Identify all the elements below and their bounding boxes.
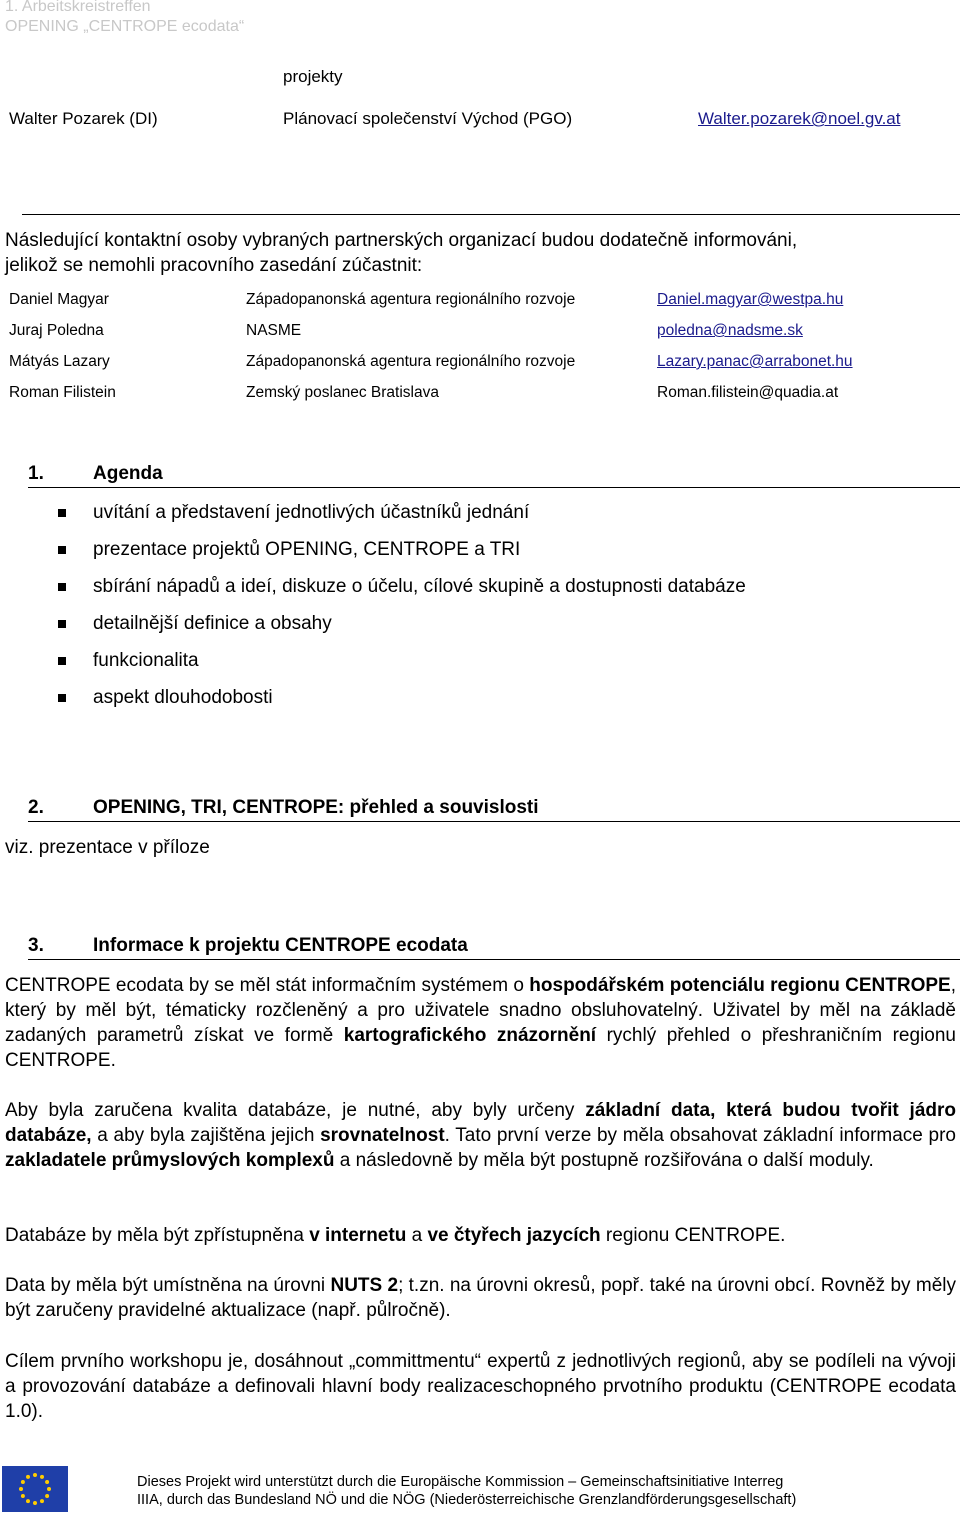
bullet-icon — [58, 657, 66, 665]
contact-row-org: Západopanonská agentura regionálního rozvoje — [246, 353, 576, 370]
section-3-number: 3. — [28, 935, 44, 956]
section-2-rule — [28, 821, 960, 822]
divider — [22, 214, 960, 215]
contact-row-org: Zemský poslanec Bratislava — [246, 384, 439, 401]
agenda-item: sbírání nápadů a ideí, diskuze o účelu, cílové skupině a dostupnosti databáze — [93, 576, 746, 597]
section-3-rule — [28, 959, 960, 960]
contact-row-email-link[interactable]: Lazary.panac@arrabonet.hu — [657, 353, 853, 370]
bullet-icon — [58, 583, 66, 591]
paragraph-3: Databáze by měla být zpřístupněna v internetu a ve čtyřech jazycích regionu CENTROPE. — [5, 1225, 786, 1246]
contact-row-org: Západopanonská agentura regionálního rozvoje — [246, 291, 576, 308]
section-2-title: OPENING, TRI, CENTROPE: přehled a souvislosti — [93, 797, 539, 818]
intro-line-2: jelikož se nemohli pracovního zasedání zúčastnit: — [5, 255, 423, 276]
eu-flag-icon — [2, 1466, 68, 1512]
contact-name: Walter Pozarek (DI) — [9, 109, 158, 128]
section-1-title: Agenda — [93, 463, 163, 484]
contact-row-name: Daniel Magyar — [9, 291, 109, 308]
header-title: 1. Arbeitskreistreffen — [5, 0, 151, 15]
contact-row-email-link[interactable]: poledna@nadsme.sk — [657, 322, 803, 339]
section-2-note: viz. prezentace v příloze — [5, 837, 210, 858]
paragraph-2: Aby byla zaručena kvalita databáze, je nutné, aby byly určeny základní data, která budou tvořit jádro databáze, a aby byla zajištěna jejich srovnatelnost. Tato první verze by měla obsahovat základní informace pro zakladatele průmyslových komplexů a následovně by měla být postupně rozšiřována o další moduly. — [5, 1100, 957, 1171]
agenda-item: detailnější definice a obsahy — [93, 613, 332, 634]
paragraph-1: CENTROPE ecodata by se měl stát informačním systémem o hospodářském potenciálu regionu CENTROPE, který by měl být, tématicky rozčleněný a pro uživatele snadno obsluhovatelný. Uživatel by měl na základě zadaných parametrů získat ve formě kartografického znázornění rychlý přehled o přeshraničním regionu CENTROPE. — [5, 975, 956, 1071]
bullet-icon — [58, 546, 66, 554]
contact-row-org: NASME — [246, 322, 302, 339]
paragraph-4: Data by měla být umístněna na úrovni NUTS 2; t.zn. na úrovni okresů, popř. také na úrovni obcí. Rovněž by měly být zaručeny pravidelné aktualizace (např. půlročně). — [5, 1275, 956, 1321]
contact-row-email: Roman.filistein@quadia.at — [657, 384, 839, 401]
section-1-rule — [28, 487, 960, 488]
agenda-item: aspekt dlouhodobosti — [93, 687, 273, 708]
contact-org: Plánovací společenství Východ (PGO) — [283, 109, 573, 128]
contact-row-name: Juraj Poledna — [9, 322, 104, 339]
agenda-item: funkcionalita — [93, 650, 199, 671]
agenda-item: prezentace projektů OPENING, CENTROPE a TRI — [93, 539, 521, 560]
contact-row-name: Mátyás Lazary — [9, 353, 110, 370]
footer-line-2: IIIA, durch das Bundesland NÖ und die NÖG (Niederösterreichische Grenzlandförderungsgesellschaft) — [137, 1492, 797, 1508]
contact-email-link[interactable]: Walter.pozarek@noel.gv.at — [698, 109, 901, 128]
contact-row-email-link[interactable]: Daniel.magyar@westpa.hu — [657, 291, 844, 308]
contact-row-name: Roman Filistein — [9, 384, 116, 401]
paragraph-5: Cílem prvního workshopu je, dosáhnout „committmentu“ expertů z jednotlivých regionů, aby se podíleli na vývoji a provozování databáze a definovali hlavní body realizaceschopného prvotního produktu (CENTROPE ecodata 1.0). — [5, 1351, 956, 1422]
footer-line-1: Dieses Projekt wird unterstützt durch die Europäische Kommission – Gemeinschaftsinitiative Interreg — [137, 1474, 784, 1490]
bullet-icon — [58, 509, 66, 517]
projects-label: projekty — [283, 67, 343, 86]
agenda-item: uvítání a představení jednotlivých účastníků jednání — [93, 502, 530, 523]
section-1-number: 1. — [28, 463, 44, 484]
section-2-number: 2. — [28, 797, 44, 818]
bullet-icon — [58, 620, 66, 628]
intro-line-1: Následující kontaktní osoby vybraných partnerských organizací budou dodatečně informováni, — [5, 230, 798, 251]
bullet-icon — [58, 694, 66, 702]
header-subtitle: OPENING „CENTROPE ecodata“ — [5, 18, 245, 35]
section-3-title: Informace k projektu CENTROPE ecodata — [93, 935, 468, 956]
